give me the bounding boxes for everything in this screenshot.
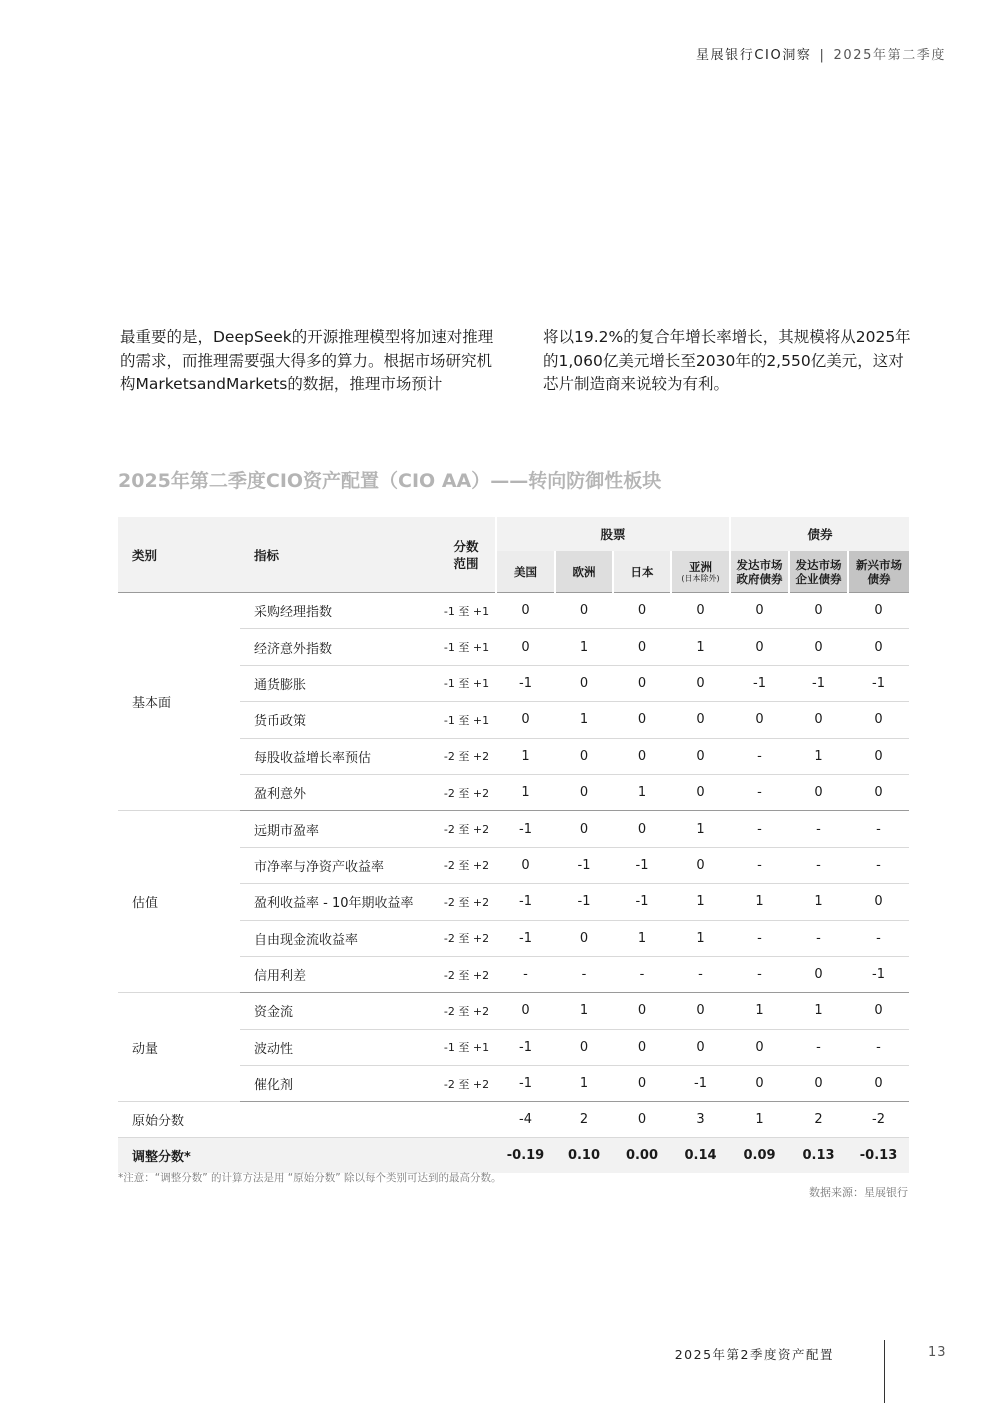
body-paragraph-2: 将以19.2%的复合年增长率增长，其规模将从2025年的1,060亿美元增长至2030年的2,550亿美元，这对芯片制造商来说较为有利。 — [543, 328, 911, 393]
score-cell: 0 — [555, 774, 613, 810]
score-cell: 1 — [555, 993, 613, 1029]
range-cell: -2 至 +2 — [437, 920, 496, 956]
score-cell: - — [789, 811, 848, 847]
score-cell: 0 — [789, 1066, 848, 1102]
score-cell: 0 — [496, 593, 555, 629]
range-cell: -2 至 +2 — [437, 847, 496, 883]
score-cell: 0 — [555, 593, 613, 629]
score-cell: 1 — [496, 774, 555, 810]
header-bonds: 债券 — [730, 517, 909, 551]
score-cell: - — [789, 1029, 848, 1065]
score-cell: -1 — [613, 847, 671, 883]
adjusted-score-cell: 0.14 — [671, 1138, 730, 1174]
body-column-left — [120, 326, 500, 397]
score-cell: -1 — [555, 884, 613, 920]
score-cell: 0 — [848, 593, 909, 629]
score-cell: 0 — [848, 774, 909, 810]
raw-score-cell: -4 — [496, 1102, 555, 1138]
score-cell: 1 — [671, 629, 730, 665]
score-cell: 1 — [613, 920, 671, 956]
score-cell: 0 — [789, 702, 848, 738]
header-dm-gov-l1: 发达市场 — [736, 557, 783, 572]
adjusted-score-cell: 0.10 — [555, 1138, 613, 1174]
range-cell: -2 至 +2 — [437, 956, 496, 992]
header-dm-corp-l2: 企业债券 — [795, 571, 842, 586]
raw-score-cell: 2 — [555, 1102, 613, 1138]
score-cell: 0 — [848, 993, 909, 1029]
indicator-cell: 采购经理指数 — [240, 593, 437, 629]
score-cell: 0 — [848, 884, 909, 920]
table-note: *注意：“调整分数” 的计算方法是用 “原始分数” 除以每个类别可达到的最高分数。 — [118, 1172, 502, 1184]
range-cell: -2 至 +2 — [437, 1066, 496, 1102]
score-cell: 0 — [848, 629, 909, 665]
indicator-cell: 波动性 — [240, 1029, 437, 1065]
indicator-cell: 催化剂 — [240, 1066, 437, 1102]
header-europe: 欧洲 — [555, 551, 613, 593]
adjusted-score-cell: 0.13 — [789, 1138, 848, 1174]
score-cell: - — [730, 920, 789, 956]
score-cell: 0 — [671, 993, 730, 1029]
score-cell: - — [848, 920, 909, 956]
score-cell: -1 — [730, 665, 789, 701]
score-cell: - — [613, 956, 671, 992]
header-em-l2: 债券 — [867, 571, 891, 586]
score-cell: 1 — [730, 884, 789, 920]
raw-score-cell: 1 — [730, 1102, 789, 1138]
category-cell: 动量 — [118, 993, 240, 1102]
adjusted-score-cell: 0.00 — [613, 1138, 671, 1174]
score-cell: - — [730, 774, 789, 810]
footer-divider — [884, 1340, 885, 1403]
score-cell: - — [789, 920, 848, 956]
header-em-bonds — [848, 551, 909, 593]
range-cell: -1 至 +1 — [437, 593, 496, 629]
score-cell: -1 — [496, 1066, 555, 1102]
score-cell: 1 — [496, 738, 555, 774]
score-cell: 1 — [613, 774, 671, 810]
score-cell: 0 — [848, 738, 909, 774]
score-cell: - — [555, 956, 613, 992]
score-cell: 0 — [848, 702, 909, 738]
adjusted-score-cell: 0.09 — [730, 1138, 789, 1174]
score-cell: 1 — [555, 629, 613, 665]
score-cell: 0 — [789, 593, 848, 629]
header-us: 美国 — [496, 551, 555, 593]
indicator-cell: 远期市盈率 — [240, 811, 437, 847]
score-cell: 1 — [789, 738, 848, 774]
range-cell: -1 至 +1 — [437, 1029, 496, 1065]
range-cell: -2 至 +2 — [437, 774, 496, 810]
adjusted-score-cell: -0.13 — [848, 1138, 909, 1174]
adjusted-score-cell: -0.19 — [496, 1138, 555, 1174]
raw-score-cell: 2 — [789, 1102, 848, 1138]
score-cell: 0 — [789, 774, 848, 810]
range-cell: -1 至 +1 — [437, 665, 496, 701]
indicator-cell: 通货膨胀 — [240, 665, 437, 701]
header-quarter: 2025年第二季度 — [833, 48, 946, 63]
score-cell: -1 — [613, 884, 671, 920]
score-cell: 1 — [555, 1066, 613, 1102]
score-cell: 0 — [613, 993, 671, 1029]
section-title: 2025年第二季度CIO资产配置（CIO AA）——转向防御性板块 — [118, 470, 662, 492]
page-number: 13 — [928, 1345, 947, 1360]
score-cell: 1 — [555, 702, 613, 738]
header-dm-corp-l1: 发达市场 — [795, 557, 842, 572]
score-cell: 1 — [730, 993, 789, 1029]
header-range-line2: 范围 — [453, 555, 479, 571]
indicator-cell: 货币政策 — [240, 702, 437, 738]
score-cell: 0 — [730, 702, 789, 738]
score-cell: 0 — [730, 629, 789, 665]
category-cell: 估值 — [118, 811, 240, 993]
body-paragraph-1: 最重要的是，DeepSeek的开源推理模型将加速对推理的需求，而推理需要强大得多的算力。根据市场研究机构MarketsandMarkets的数据，推理市场预计 — [120, 328, 494, 393]
score-cell: 0 — [613, 738, 671, 774]
indicator-cell: 经济意外指数 — [240, 629, 437, 665]
score-cell: 0 — [730, 1029, 789, 1065]
raw-score-label: 原始分数 — [118, 1102, 496, 1138]
score-cell: 0 — [613, 1029, 671, 1065]
score-cell: - — [671, 956, 730, 992]
table-row — [118, 811, 909, 847]
score-cell: 0 — [555, 920, 613, 956]
score-cell: 0 — [496, 993, 555, 1029]
score-cell: -1 — [789, 665, 848, 701]
header-asia — [671, 551, 730, 593]
score-cell: 0 — [730, 593, 789, 629]
header-em-l1: 新兴市场 — [856, 557, 903, 572]
score-cell: -1 — [496, 920, 555, 956]
indicator-cell: 每股收益增长率预估 — [240, 738, 437, 774]
score-cell: 0 — [555, 738, 613, 774]
page-header — [696, 44, 946, 63]
adjusted-score-row — [118, 1138, 909, 1174]
score-cell: -1 — [555, 847, 613, 883]
score-cell: - — [730, 956, 789, 992]
indicator-cell: 信用利差 — [240, 956, 437, 992]
table-body — [118, 593, 909, 1174]
header-dm-corp-bonds — [789, 551, 848, 593]
range-cell: -2 至 +2 — [437, 738, 496, 774]
score-cell: - — [496, 956, 555, 992]
score-cell: 0 — [789, 956, 848, 992]
score-cell: - — [848, 811, 909, 847]
score-cell: 1 — [789, 993, 848, 1029]
score-cell: - — [848, 847, 909, 883]
header-asia-label: 亚洲 — [689, 559, 712, 574]
score-cell: 0 — [613, 702, 671, 738]
score-cell: - — [848, 1029, 909, 1065]
indicator-cell: 自由现金流收益率 — [240, 920, 437, 956]
score-cell: -1 — [496, 1029, 555, 1065]
score-cell: 1 — [789, 884, 848, 920]
range-cell: -2 至 +2 — [437, 993, 496, 1029]
raw-score-cell: 0 — [613, 1102, 671, 1138]
cio-asset-allocation-table — [118, 517, 909, 1173]
score-cell: 0 — [671, 593, 730, 629]
score-cell: 0 — [613, 1066, 671, 1102]
score-cell: 0 — [613, 665, 671, 701]
score-cell: 0 — [671, 774, 730, 810]
header-category: 类别 — [118, 517, 240, 593]
score-cell: 0 — [555, 665, 613, 701]
header-dm-gov-l2: 政府债券 — [736, 571, 783, 586]
header-indicator: 指标 — [240, 517, 437, 593]
score-cell: 0 — [496, 629, 555, 665]
score-cell: 0 — [555, 811, 613, 847]
score-cell: -1 — [496, 884, 555, 920]
score-cell: 0 — [613, 593, 671, 629]
header-equity: 股票 — [496, 517, 730, 551]
range-cell: -2 至 +2 — [437, 811, 496, 847]
score-cell: - — [789, 847, 848, 883]
score-cell: 1 — [671, 811, 730, 847]
raw-score-cell: -2 — [848, 1102, 909, 1138]
score-cell: 1 — [671, 884, 730, 920]
score-cell: 0 — [671, 738, 730, 774]
header-range-line1: 分数 — [453, 538, 479, 554]
score-cell: 0 — [613, 811, 671, 847]
table-row — [118, 593, 909, 629]
header-separator: | — [819, 48, 826, 63]
score-cell: 0 — [848, 1066, 909, 1102]
score-cell: -1 — [848, 665, 909, 701]
score-cell: -1 — [496, 811, 555, 847]
score-cell: 0 — [555, 1029, 613, 1065]
indicator-cell: 资金流 — [240, 993, 437, 1029]
indicator-cell: 盈利收益率 - 10年期收益率 — [240, 884, 437, 920]
adjusted-score-label: 调整分数* — [118, 1138, 496, 1174]
score-cell: 0 — [671, 665, 730, 701]
footer-title: 2025年第2季度资产配置 — [674, 1347, 834, 1362]
score-cell: 0 — [730, 1066, 789, 1102]
score-cell: 0 — [613, 629, 671, 665]
score-cell: - — [730, 738, 789, 774]
raw-score-cell: 3 — [671, 1102, 730, 1138]
score-cell: 0 — [671, 1029, 730, 1065]
score-cell: -1 — [671, 1066, 730, 1102]
score-cell: - — [730, 811, 789, 847]
header-dm-gov-bonds — [730, 551, 789, 593]
indicator-cell: 盈利意外 — [240, 774, 437, 810]
header-japan: 日本 — [613, 551, 671, 593]
header-range — [437, 517, 496, 593]
score-cell: 0 — [789, 629, 848, 665]
data-source: 数据来源：星展银行 — [809, 1186, 908, 1199]
score-cell: 1 — [671, 920, 730, 956]
body-column-right — [543, 326, 915, 397]
range-cell: -1 至 +1 — [437, 629, 496, 665]
score-cell: -1 — [848, 956, 909, 992]
category-cell: 基本面 — [118, 593, 240, 811]
score-cell: 0 — [496, 702, 555, 738]
score-cell: 0 — [671, 702, 730, 738]
range-cell: -1 至 +1 — [437, 702, 496, 738]
indicator-cell: 市净率与净资产收益率 — [240, 847, 437, 883]
score-cell: 0 — [671, 847, 730, 883]
header-brand: 星展银行CIO洞察 — [695, 48, 812, 63]
score-cell: 0 — [496, 847, 555, 883]
range-cell: -2 至 +2 — [437, 884, 496, 920]
score-cell: -1 — [496, 665, 555, 701]
table-row — [118, 993, 909, 1029]
score-cell: - — [730, 847, 789, 883]
raw-score-row — [118, 1102, 909, 1138]
header-asia-note: (日本除外) — [681, 573, 720, 583]
